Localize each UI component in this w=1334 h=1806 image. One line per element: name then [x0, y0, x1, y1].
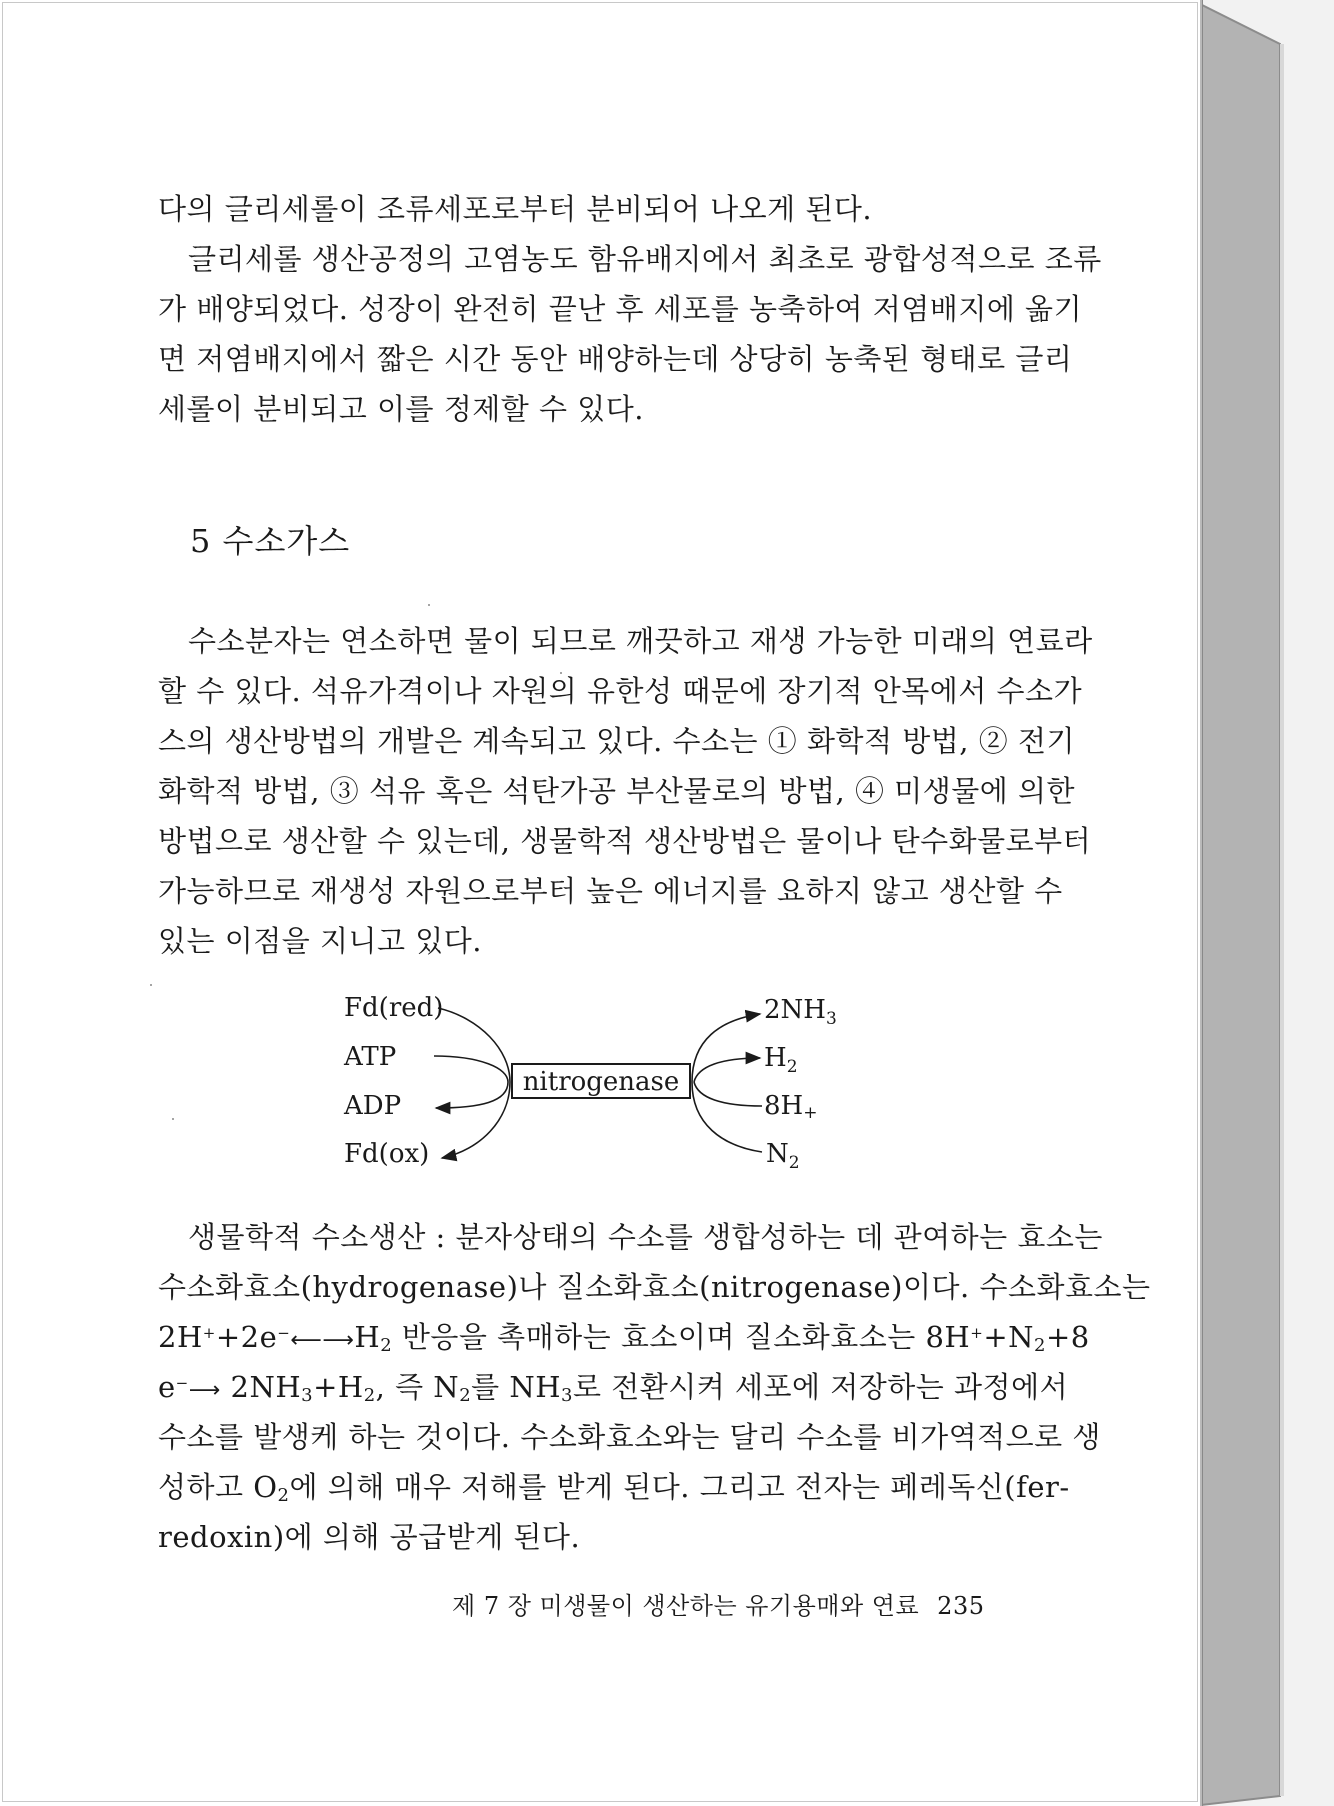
curve-fd-red: [438, 1008, 510, 1082]
text-line: 생물학적 수소생산 : 분자상태의 수소를 생합성하는 데 관여하는 효소는: [188, 1220, 1103, 1254]
scan-speck: [560, 672, 562, 674]
paragraph-continuation: [158, 184, 1012, 234]
label-8h: 8H+: [764, 1091, 818, 1123]
paragraph-glycerol: [158, 234, 1102, 434]
reversible-arrow: ⟵⟶: [290, 1328, 355, 1353]
text-line-equation: e−⟶ $2NH_3+H_2$, 즉 $N_2$를 $NH_3$로 전환시켜 세포에 저장하는 과정에서: [158, 1370, 1069, 1406]
page-number: 235: [937, 1592, 985, 1620]
text-line: 글리세롤 생산공정의 고염농도 함유배지에서 최초로 광합성적으로 조류: [188, 242, 1102, 276]
text-line: 세롤이 분비되고 이를 정제할 수 있다.: [158, 392, 645, 426]
text-line: 가 배양되었다. 성장이 완전히 끝난 후 세포를 농축하여 저염배지에 옮기: [158, 292, 1083, 326]
text-line: 다의 글리세롤이 조류세포로부터 분비되어 나오게 된다.: [158, 192, 873, 226]
curve-fd-ox: [442, 1082, 510, 1158]
text-line: 수소분자는 연소하면 물이 되므로 깨끗하고 재생 가능한 미래의 연료라: [188, 624, 1093, 658]
scan-speck: [172, 1118, 174, 1120]
paragraph-hydrogen-intro: [158, 616, 1093, 966]
label-n2: $N_2$: [766, 1139, 800, 1173]
curve-adp: [436, 1082, 508, 1108]
text-line: 수소를 발생케 하는 것이다. 수소화효소와는 달리 수소를 비가역적으로 생: [158, 1420, 1101, 1454]
text-line: 수소화효소(hydrogenase)나 질소화효소(nitrogenase)이다. 수소화효소는: [158, 1270, 1151, 1304]
label-fd-ox: Fd(ox): [344, 1139, 430, 1169]
text-line-equation: $2H^++2e^-⟵⟶H_2$ 반응을 촉매하는 효소이며 질소화효소는 $8H^++N_2+8$: [158, 1320, 1090, 1356]
text-line: 방법으로 생산할 수 있는데, 생물학적 생산방법은 물이나 탄수화물로부터: [158, 824, 1092, 858]
scan-speck: [150, 984, 152, 986]
text-line: 가능하므로 재생성 자원으로부터 높은 에너지를 요하지 않고 생산할 수: [158, 874, 1063, 908]
page-footer: [452, 1586, 984, 1621]
text-line: 성하고 $O_2$에 의해 매우 저해를 받게 된다. 그리고 전자는 페레독신(fer-: [158, 1470, 1070, 1506]
text-line: redoxin)에 의해 공급받게 된다.: [158, 1520, 581, 1554]
text-line: 있는 이점을 지니고 있다.: [158, 924, 483, 958]
chapter-title: 제 7 장 미생물이 생산하는 유기용매와 연료: [452, 1592, 920, 1620]
curve-h2: [694, 1058, 760, 1082]
nitrogenase-diagram: [330, 990, 850, 1190]
label-fd-red: Fd(red): [344, 993, 444, 1023]
text-line: 화학적 방법, ③ 석유 혹은 석탄가공 부산물로의 방법, ④ 미생물에 의한: [158, 774, 1075, 808]
text-line: 할 수 있다. 석유가격이나 자원의 유한성 때문에 장기적 안목에서 수소가: [158, 674, 1083, 708]
enzyme-label: nitrogenase: [522, 1067, 680, 1097]
section-heading: 5 수소가스: [190, 522, 351, 560]
curve-atp: [434, 1056, 508, 1082]
label-h2: $H_2$: [764, 1043, 798, 1077]
forward-arrow: ⟶: [188, 1378, 221, 1403]
label-2nh3: $2NH_3$: [764, 995, 837, 1029]
curve-8h: [694, 1082, 762, 1106]
book-edge: [1192, 0, 1334, 1806]
text-line: 면 저염배지에서 짧은 시간 동안 배양하는데 상당히 농축된 형태로 글리: [158, 342, 1073, 376]
label-atp: ATP: [344, 1042, 397, 1072]
curve-n2: [692, 1082, 762, 1152]
scan-speck: [428, 604, 430, 606]
paragraph-biological-hydrogen: [158, 1212, 1151, 1562]
label-adp: ADP: [344, 1091, 402, 1121]
text-line: 스의 생산방법의 개발은 계속되고 있다. 수소는 ① 화학적 방법, ② 전기: [158, 724, 1075, 758]
curve-2nh3: [692, 1014, 760, 1082]
